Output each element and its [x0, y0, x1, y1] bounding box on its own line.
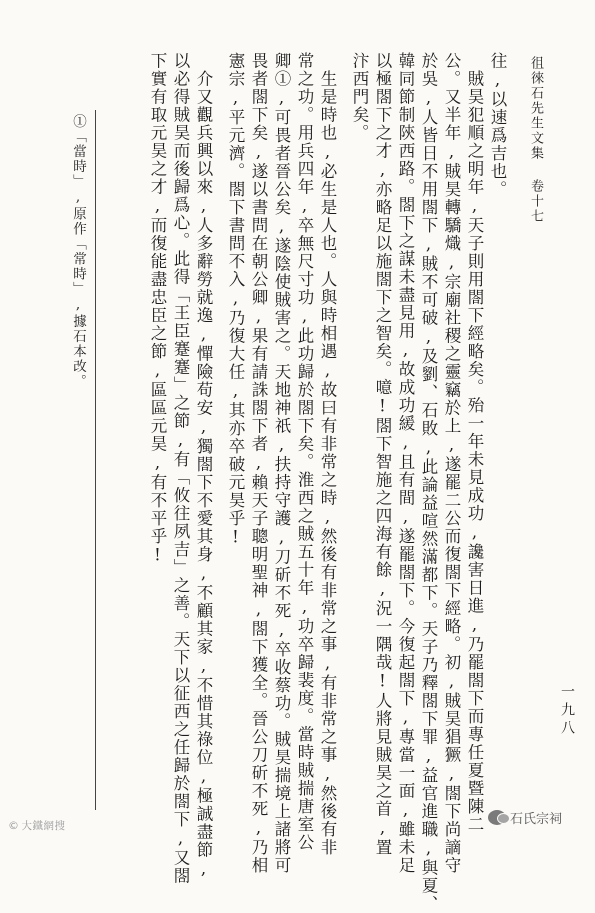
text-column: 下實有取元昊之才,而復能盡忠臣之節,區區元昊,有不平乎! — [148, 52, 167, 566]
text-column: 憲宗,平元濟。閤下書問不入,乃復大任,其亦卒破元昊乎! — [226, 52, 245, 548]
text-column: 以極閤下之才,亦略足以施閤下之智矣。噫!閤下智施之四海有餘,況一隅哉!人將見賊昊之首,置 — [373, 52, 392, 857]
text-column: 汴西門矣。 — [350, 52, 369, 142]
text-column: 介又觀兵興以來,人多辭勞就逸,憚險苟安,獨閤下不愛其身,不顧其家,不惜其祿位,極誠盡節, — [194, 52, 213, 880]
text-column: 賊昊犯順之明年,天子則用閤下經略矣。殆一年未見成功,讒害日進,乃罷閤下而專任夏暨陳二 — [465, 52, 484, 834]
text-column: 往,以速爲吉也。 — [488, 52, 507, 199]
text-column: 以必得賊昊而後歸爲心。此得「王臣蹇蹇」之節,有「攸往夙吉」之善。天下以征西之任歸於閤下,又閤 — [171, 52, 190, 885]
footnote: ①「當時」,原作「常時」,據石本改。 — [70, 114, 86, 389]
page-number: 一九八 — [559, 684, 575, 738]
watermark-right — [488, 808, 562, 827]
text-column: 卿①,可畏者晉公矣,遂陰使賊害之。天地神祇,扶持守護,刀斫不死,卒收蔡功。賊昊揣境上諸將可 — [272, 52, 291, 875]
text-column: 生是時也,必生是人也。人與時相遇,故曰有非常之時,然後有非常之事,有非常之事,然後有非 — [318, 52, 337, 857]
book-title: 徂徠石先生文集 — [528, 56, 543, 161]
watermark-left — [8, 818, 66, 833]
wechat-icon — [488, 810, 506, 825]
volume-label: 卷十七 — [528, 179, 543, 224]
running-header — [528, 56, 542, 224]
text-column: 韓同節制陝西路。閤下之謀未盡見用,故成功緩,且有間,遂罷閤下。今復起閤下,專當一面,雖未足 — [396, 52, 415, 875]
text-column: 公。又半年,賊昊轉驕熾,宗廟社稷之靈竊於上,遂罷二公而復閤下經略。初,賊昊猖獗,閤下尚謫守 — [442, 52, 461, 875]
copyright-icon: © — [8, 819, 20, 832]
footnote-divider — [95, 110, 96, 810]
watermark-right-text: 石氏宗祠 — [510, 812, 563, 827]
text-column: 畏者閤下矣,遂以書問在朝公卿,果有請誅閤下者,賴天子聰明聖神,閤下獲全。晉公刀斫不死,乃相 — [249, 52, 268, 875]
text-column: 於吳,人皆日不用閤下,賊不可破,及劉、石敗,此論益喧然滿都下。天子乃釋閤下罪,益官進職,與夏、 — [419, 52, 438, 913]
watermark-left-text: 大鐵網搜 — [21, 820, 66, 832]
text-column: 常之功。用兵四年,卒無尺寸功,此功歸於閤下矣。淮西之賊五十年,功卒歸裴度。當時賊揣唐室公 — [295, 52, 314, 852]
